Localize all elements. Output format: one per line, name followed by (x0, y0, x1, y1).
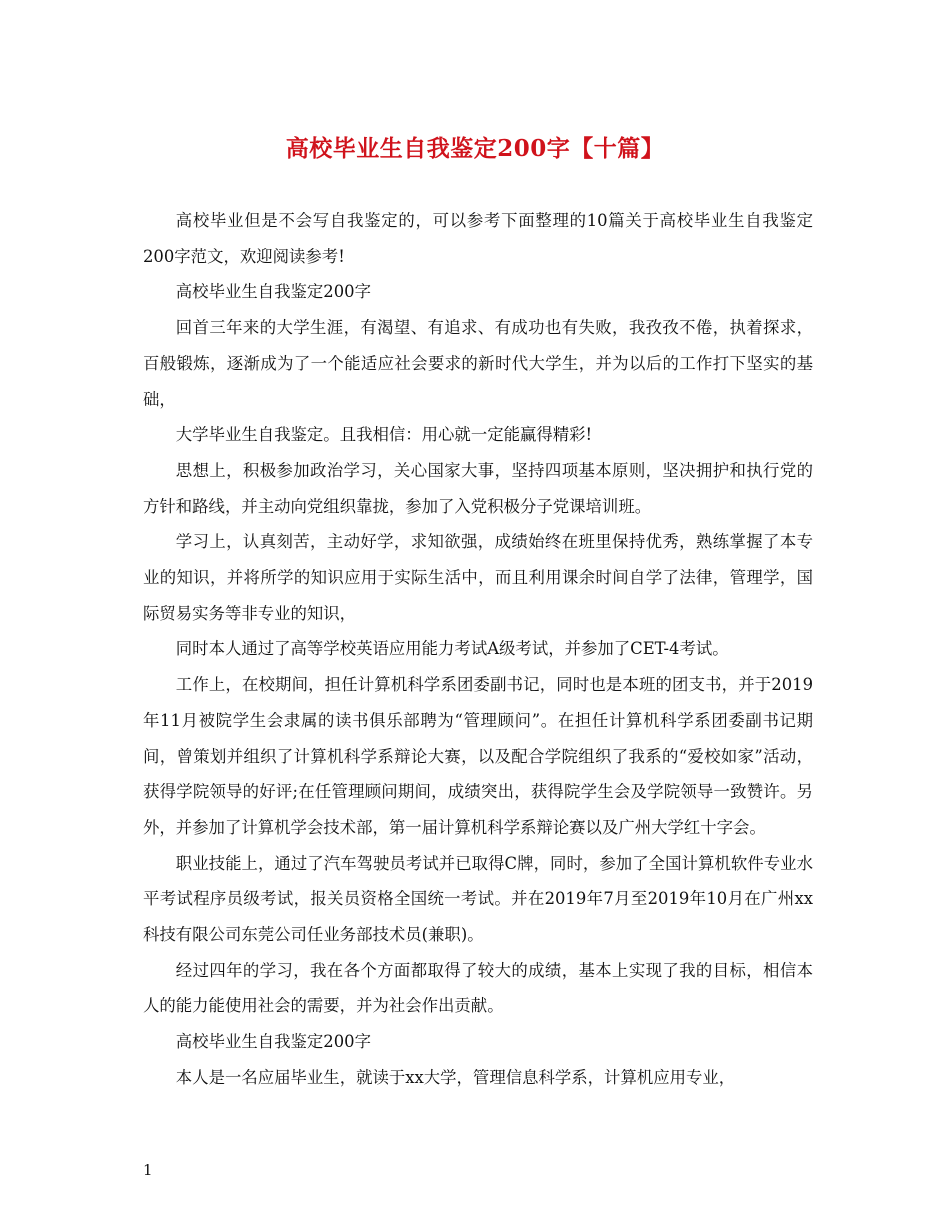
paragraph: 职业技能上，通过了汽车驾驶员考试并已取得C牌，同时，参加了全国计算机软件专业水平考试程序员级考试，报关员资格全国统一考试。并在2019年7月至2019年10月在广州xx科技有限公司东莞公司任业务部技术员(兼职)。 (143, 853, 813, 945)
paragraph: 经过四年的学习，我在各个方面都取得了较大的成绩，基本上实现了我的目标，相信本人的能力能使用社会的需要，并为社会作出贡献。 (143, 960, 813, 1016)
paragraph-intro: 高校毕业但是不会写自我鉴定的，可以参考下面整理的10篇关于高校毕业生自我鉴定200字范文，欢迎阅读参考! (143, 211, 813, 266)
paragraph: 同时本人通过了高等学校英语应用能力考试A级考试，并参加了CET-4考试。 (175, 639, 729, 659)
section-heading: 高校毕业生自我鉴定200字 (175, 1032, 371, 1052)
page-number: 1 (143, 1161, 153, 1179)
paragraph: 本人是一名应届毕业生，就读于xx大学，管理信息科学系，计算机应用专业， (175, 1067, 736, 1087)
paragraph: 回首三年来的大学生涯，有渴望、有追求、有成功也有失败，我孜孜不倦，执着探求，百般锻炼，逐渐成为了一个能适应社会要求的新时代大学生，并为以后的工作打下坚实的基础， (143, 318, 813, 409)
paragraph: 思想上，积极参加政治学习，关心国家大事，坚持四项基本原则，坚决拥护和执行党的方针和路线，并主动向党组织靠拢，参加了入党积极分子党课培训班。 (143, 460, 813, 516)
section-heading: 高校毕业生自我鉴定200字 (175, 282, 371, 302)
paragraph: 工作上，在校期间，担任计算机科学系团委副书记，同时也是本班的团支书，并于2019年11月被院学生会隶属的读书俱乐部聘为“管理顾问”。在担任计算机科学系团委副书记期间，曾策划并组织了计算机科学系辩论大赛，以及配合学院组织了我系的“爱校如家”活动，获得学院领导的好评;在任管理顾问期间，成绩突出，获得院学生会及学院领导一致赞许。另外，并参加了计算机学会技术部，第一届计算机科学系辩论赛以及广州大学红十字会。 (143, 675, 813, 837)
paragraph: 学习上，认真刻苦，主动好学，求知欲强，成绩始终在班里保持优秀，熟练掌握了本专业的知识，并将所学的知识应用于实际生活中，而且利用课余时间自学了法律，管理学，国际贸易实务等非专业的知识， (143, 532, 813, 623)
document-body (143, 203, 813, 1096)
paragraph: 大学毕业生自我鉴定。且我相信：用心就一定能赢得精彩! (175, 425, 593, 445)
document-title: 高校毕业生自我鉴定200字【十篇】 (285, 135, 665, 162)
